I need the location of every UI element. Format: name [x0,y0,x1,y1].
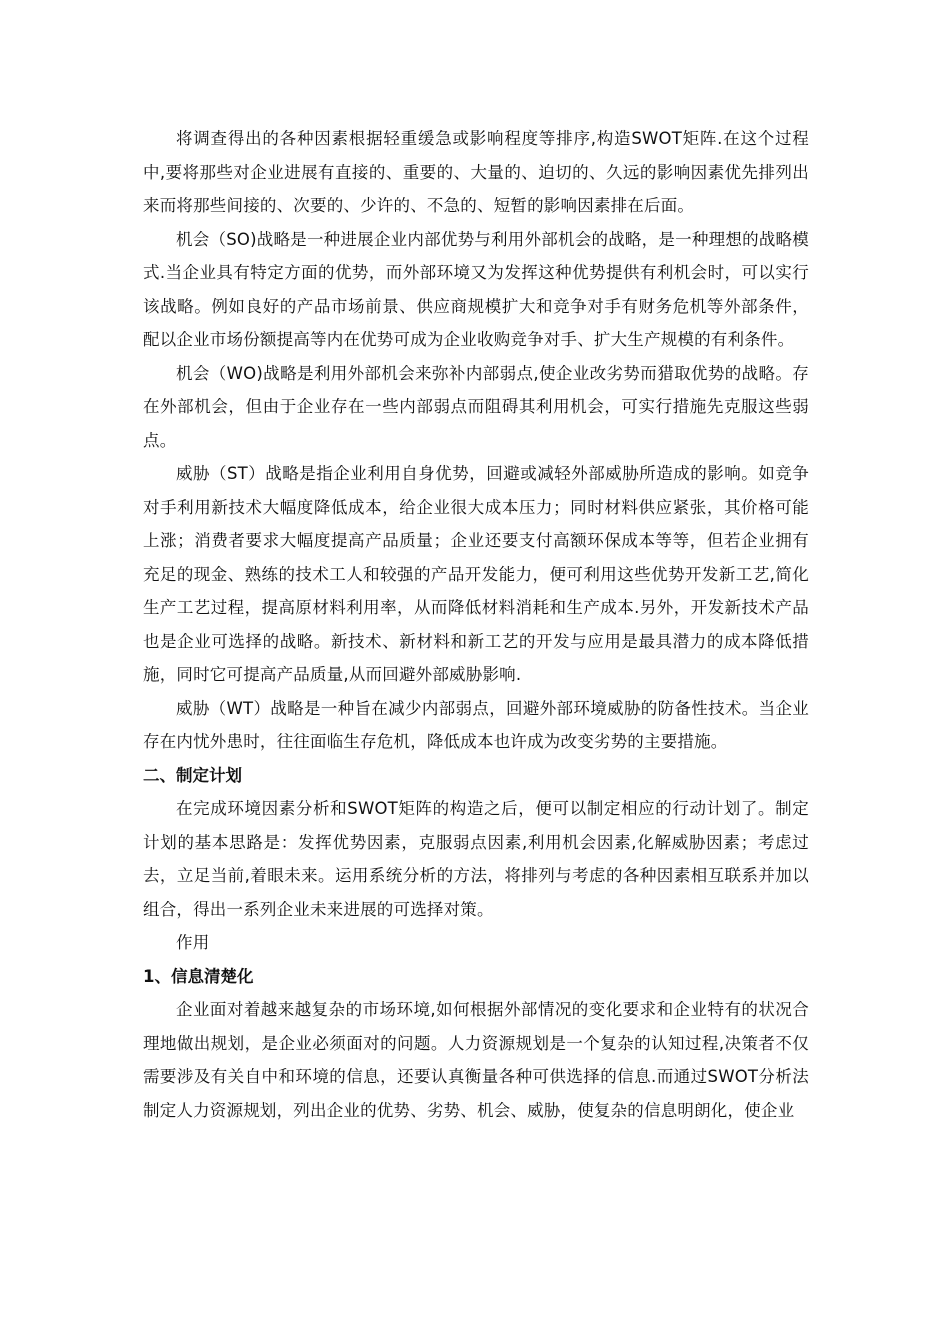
section-heading-info-clarity: 1、信息清楚化 [143,966,254,986]
paragraph-role-label: 作用 [176,933,210,952]
paragraph-wo-strategy: 机会（WO)战略是利用外部机会来弥补内部弱点,使企业改劣势而猎取优势的战略。存在外部机会，但由于企业存在一些内部弱点而阻碍其利用机会，可实行措施先克服这些弱点。 [143,363,809,450]
paragraph-plan: 在完成环境因素分析和SWOT矩阵的构造之后，便可以制定相应的行动计划了。制定计划的基本思路是：发挥优势因素，克服弱点因素,利用机会因素,化解威胁因素；考虑过去，立足当前,着眼未来。运用系统分析的方法，将排列与考虑的各种因素相互联系并加以组合，得出一系列企业未来进展的可选择对策。 [143,799,809,919]
paragraph-swot-ranking: 将调查得出的各种因素根据轻重缓急或影响程度等排序,构造SWOT矩阵.在这个过程中,要将那些对企业进展有直接的、重要的、大量的、迫切的、久远的影响因素优先排列出来而将那些间接的、次要的、少许的、不急的、短暂的影响因素排在后面。 [143,129,809,215]
paragraph-so-strategy: 机会（SO)战略是一种进展企业内部优势与利用外部机会的战略，是一种理想的战略模式.当企业具有特定方面的优势，而外部环境又为发挥这种优势提供有利机会时，可以实行该战略。例如良好的产品市场前景、供应商规模扩大和竞争对手有财务危机等外部条件，配以企业市场份额提高等内在优势可成为企业收购竞争对手、扩大生产规模的有利条件。 [143,229,809,349]
document-body [143,122,809,1127]
paragraph-wt-strategy: 威胁（WT）战略是一种旨在减少内部弱点，回避外部环境威胁的防备性技术。当企业存在内忧外患时，往往面临生存危机，降低成本也许成为改变劣势的主要措施。 [143,698,809,751]
section-heading-plan: 二、制定计划 [143,765,242,785]
paragraph-info-clarity: 企业面对着越来越复杂的市场环境,如何根据外部情况的变化要求和企业特有的状况合理地做出规划，是企业必须面对的问题。人力资源规划是一个复杂的认知过程,决策者不仅需要涉及有关自中和环境的信息，还要认真衡量各种可供选择的信息.而通过SWOT分析法制定人力资源规划，列出企业的优势、劣势、机会、威胁，使复杂的信息明朗化，使企业 [143,1000,809,1120]
paragraph-st-strategy: 威胁（ST）战略是指企业利用自身优势，回避或减轻外部威胁所造成的影响。如竞争对手利用新技术大幅度降低成本，给企业很大成本压力；同时材料供应紧张，其价格可能上涨；消费者要求大幅度提高产品质量；企业还要支付高额环保成本等等，但若企业拥有充足的现金、熟练的技术工人和较强的产品开发能力，便可利用这些优势开发新工艺,简化生产工艺过程，提高原材料利用率，从而降低材料消耗和生产成本.另外，开发新技术产品也是企业可选择的战略。新技术、新材料和新工艺的开发与应用是最具潜力的成本降低措施，同时它可提高产品质量,从而回避外部威胁影响. [143,464,809,684]
